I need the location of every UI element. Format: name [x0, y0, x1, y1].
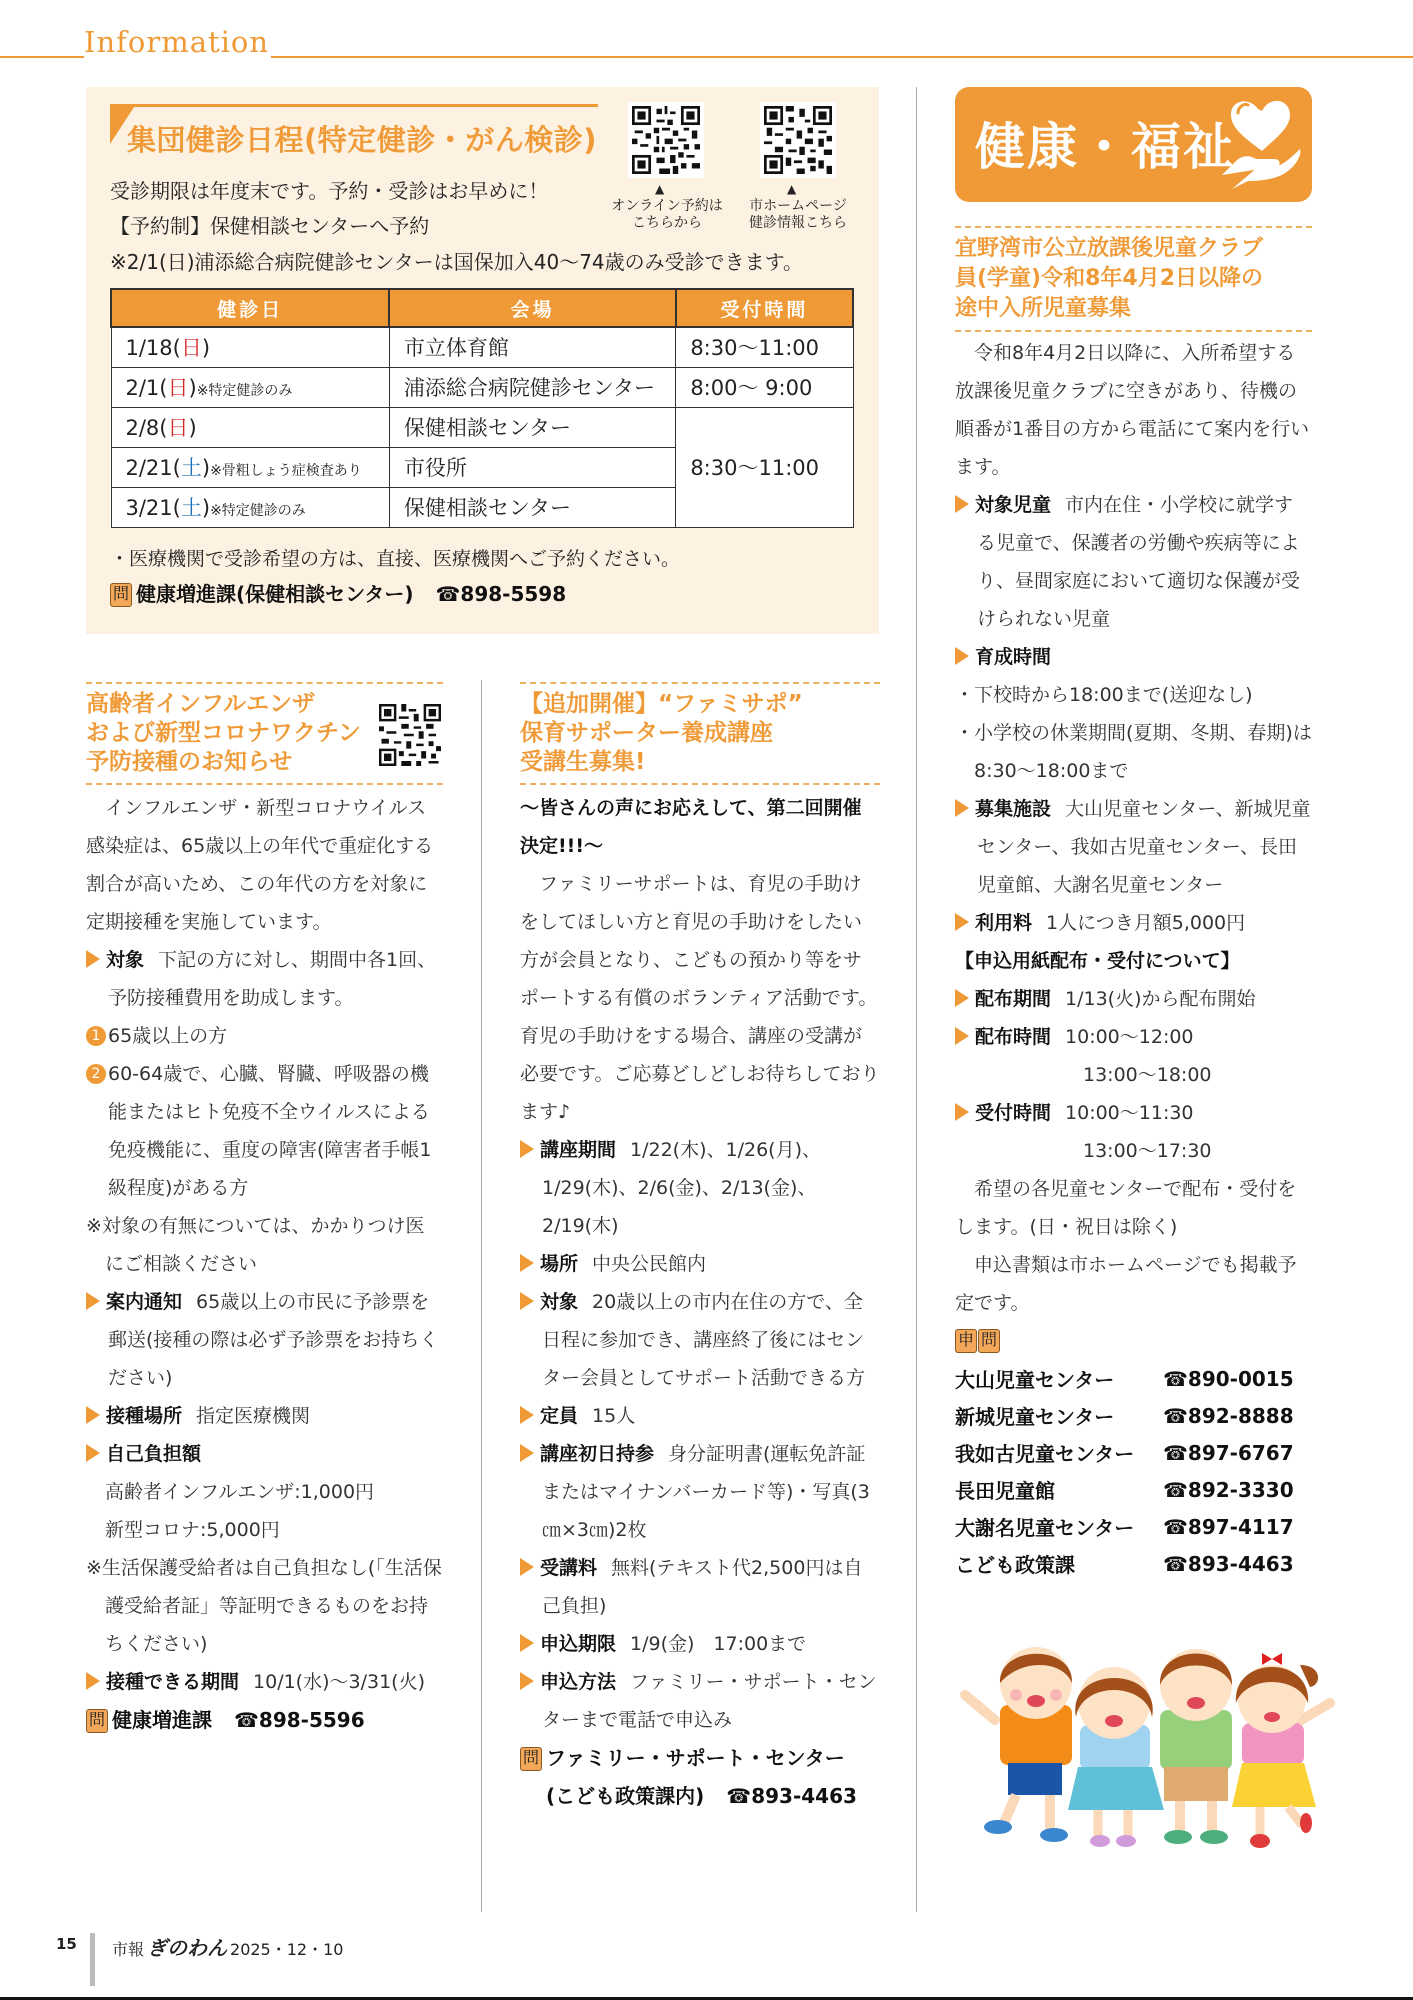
- triangle-right-icon: [86, 1406, 100, 1424]
- famisapo-bring: 講座初日持参 身分証明書(運転免許証またはマイナンバーカード等)・写真(3㎝×3㎝)2枚: [520, 1435, 880, 1549]
- phone-number[interactable]: ☎892-8888: [1163, 1403, 1294, 1428]
- flu-cost-2: 新型コロナ:5,000円: [105, 1519, 280, 1541]
- qr-code-flu-info[interactable]: [377, 702, 443, 776]
- gakudo-recv-time-2: 13:00〜17:30: [1083, 1140, 1212, 1162]
- phone-number[interactable]: ☎897-6767: [1163, 1440, 1294, 1465]
- child-3-icon: [1160, 1649, 1232, 1844]
- checkup-venue: 保健相談センター: [389, 407, 675, 447]
- triangle-right-icon: [520, 1672, 534, 1690]
- phone-row: [955, 1434, 1312, 1471]
- triangle-right-icon: [86, 1444, 100, 1462]
- footer-divider: [90, 1933, 95, 1986]
- column-header: 健診日: [111, 289, 389, 327]
- phone-row: [955, 1471, 1312, 1508]
- checkup-date: 3/21(土)※特定健診のみ: [111, 487, 389, 527]
- publication-logo: ぎのわん: [147, 1936, 228, 1960]
- gakudo-dist-time-2: 13:00〜18:00: [1083, 1064, 1212, 1086]
- category-title: 健康・福祉: [975, 118, 1235, 176]
- flu-note-1: ※対象の有無については、かかりつけ医にご相談ください: [86, 1215, 425, 1275]
- phone-number[interactable]: ☎893-4463: [726, 1784, 857, 1808]
- triangle-right-icon: [520, 1254, 534, 1272]
- footer-publication: 市報 ぎのわん 2025・12・10: [112, 1936, 344, 1960]
- number-2-icon: 2: [86, 1064, 106, 1084]
- famisapo-intro: ファミリーサポートは、育児の手助けをしてほしい方と育児の手助けをしたい方が会員となり、こどもの預かり等をサポートする有償のボランティア活動です。育児の手助けをする場合、講座の受講が必要です。ご応募どしどしお待ちしております♪: [520, 873, 880, 1123]
- triangle-right-icon: [86, 950, 100, 968]
- gakudo-dist-time: 配布時間 10:00〜12:00: [955, 1018, 1312, 1056]
- gakudo-form-heading: 【申込用紙配布・受付について】: [955, 950, 1240, 972]
- title-decoration: [110, 104, 598, 107]
- child-4-icon: [1232, 1653, 1330, 1848]
- gakudo-fee: 利用料 1人につき月額5,000円: [955, 904, 1312, 942]
- flu-intro: インフルエンザ・新型コロナウイルス感染症は、65歳以上の年代で重症化する割合が高いため、この年代の方を対象に定期接種を実施しています。: [86, 797, 434, 933]
- application-badge: 申: [955, 1329, 977, 1353]
- facility-name: 我如古児童センター: [955, 1442, 1135, 1466]
- checkup-schedule-table: [110, 288, 854, 528]
- facility-name: こども政策課: [955, 1553, 1075, 1577]
- checkup-date: 2/21(土)※骨粗しょう症検査あり: [111, 447, 389, 487]
- children-illustration: [950, 1625, 1335, 1854]
- gakudo-dist-period: 配布期間 1/13(火)から配布開始: [955, 980, 1312, 1018]
- famisapo-title: 【追加開催】“ファミサポ” 保育サポーター養成講座 受講生募集!: [520, 682, 880, 785]
- saturday-marker: 土: [180, 456, 202, 480]
- flu-contact: 問 健康増進課 ☎898-5596: [86, 1701, 443, 1739]
- checkup-venue: 市役所: [389, 447, 675, 487]
- phone-row: [955, 1508, 1312, 1545]
- section-header-title: Information: [84, 25, 270, 59]
- qr-code-online-booking[interactable]: [628, 102, 704, 178]
- qr-code-icon: [632, 106, 700, 174]
- triangle-up-icon: ▲: [787, 182, 797, 196]
- qr-code-icon: [379, 704, 441, 766]
- triangle-right-icon: [520, 1634, 534, 1652]
- famisapo-section: [520, 682, 880, 1815]
- phone-number[interactable]: ☎898-5596: [234, 1708, 365, 1732]
- triangle-right-icon: [520, 1558, 534, 1576]
- flu-period: 接種できる期間 10/1(水)〜3/31(火): [86, 1663, 443, 1701]
- triangle-right-icon: [955, 1027, 969, 1045]
- qr-code-city-homepage[interactable]: [760, 102, 836, 178]
- qr-caption: 市ホームページ 健診情報こちら: [749, 198, 847, 231]
- table-row: [111, 327, 853, 367]
- checkup-footnote: ・医療機関で受診希望の方は、直接、医療機関へご予約ください。: [110, 548, 681, 570]
- triangle-right-icon: [955, 989, 969, 1007]
- checkup-line: 【予約制】保健相談センターへ予約: [110, 214, 430, 238]
- triangle-right-icon: [520, 1140, 534, 1158]
- flu-notice: 案内通知 65歳以上の市民に予診票を郵送(接種の際は必ず予診票をお持ちください): [86, 1283, 443, 1397]
- phone-number[interactable]: ☎898-5598: [435, 582, 567, 606]
- gakudo-recv-time: 受付時間 10:00〜11:30: [955, 1094, 1312, 1132]
- triangle-up-icon: ▲: [655, 182, 665, 196]
- famisapo-contact: 問 ファミリー・サポート・センター: [520, 1739, 880, 1777]
- phone-number[interactable]: ☎892-3330: [1163, 1477, 1294, 1502]
- famisapo-method: 申込方法 ファミリー・サポート・センターまで電話で申込み: [520, 1663, 880, 1739]
- inquiry-badge: 問: [978, 1329, 1000, 1353]
- date-note: ※特定健診のみ: [196, 383, 293, 399]
- flu-note-2: ※生活保護受給者は自己負担なし(「生活保護受給者証」等証明できるものをお持ちください): [86, 1557, 442, 1655]
- triangle-right-icon: [955, 647, 969, 665]
- flu-target: 対象 下記の方に対し、期間中各1回、予防接種費用を助成します。: [86, 941, 443, 1017]
- checkup-venue: 市立体育館: [389, 327, 675, 367]
- checkup-time: 8:00〜 9:00: [676, 367, 853, 407]
- gakudo-note-1: 希望の各児童センターで配布・受付をします。(日・祝日は除く): [955, 1178, 1297, 1238]
- category-banner: [955, 87, 1312, 202]
- checkup-title: 集団健診日程(特定健診・がん検診): [127, 123, 598, 157]
- phone-number[interactable]: ☎893-4463: [1163, 1551, 1294, 1576]
- facility-name: 大謝名児童センター: [955, 1516, 1135, 1540]
- phone-row: [955, 1360, 1312, 1397]
- gakudo-target: 対象児童 市内在住・小学校に就学する児童で、保護者の労働や疾病等により、昼間家庭において適切な保護が受けられない児童: [955, 486, 1312, 638]
- inquiry-badge: 問: [110, 583, 132, 607]
- flu-cost-label: 自己負担額: [86, 1435, 443, 1473]
- flu-title: 高齢者インフルエンザ および新型コロナワクチン 予防接種のお知らせ: [86, 682, 443, 785]
- famisapo-body: [520, 789, 880, 1815]
- date-note: ※特定健診のみ: [210, 503, 306, 519]
- phone-row: [955, 1397, 1312, 1434]
- gakudo-title: 宜野湾市公立放課後児童クラブ 員(学童)令和8年4月2日以降の 途中入所児童募集: [955, 226, 1312, 332]
- table-row: [111, 407, 853, 447]
- famisapo-contact-sub: (こども政策課内) ☎893-4463: [546, 1784, 857, 1808]
- triangle-right-icon: [520, 1406, 534, 1424]
- checkup-contact: 問 健康増進課(保健相談センター) ☎898-5598: [110, 578, 566, 607]
- checkup-line: ※2/1(日)浦添総合病院健診センターは国保加入40〜74歳のみ受診できます。: [110, 250, 804, 274]
- gakudo-contact-badges: [955, 1322, 1312, 1360]
- triangle-right-icon: [520, 1444, 534, 1462]
- number-1-icon: 1: [86, 1026, 106, 1046]
- date-note: ※骨粗しょう症検査あり: [210, 463, 362, 479]
- gakudo-hours-1: ・下校時から18:00まで(送迎なし): [955, 684, 1253, 706]
- facility-name: 長田児童館: [955, 1479, 1055, 1503]
- gakudo-hours-2: ・小学校の休業期間(夏期、冬期、春期)は8:30〜18:00まで: [955, 722, 1312, 782]
- column-header: 会場: [389, 289, 675, 327]
- gakudo-facilities: 募集施設 大山児童センター、新城児童センター、我如古児童センター、長田児童館、大謝名児童センター: [955, 790, 1312, 904]
- gakudo-phone-list: [955, 1360, 1312, 1582]
- flu-body: [86, 789, 443, 1739]
- qr-code-icon: [764, 106, 832, 174]
- triangle-right-icon: [86, 1292, 100, 1310]
- triangle-right-icon: [955, 495, 969, 513]
- gakudo-hours-label: 育成時間: [955, 638, 1312, 676]
- sunday-marker: 日: [167, 416, 189, 440]
- flu-place: 接種場所 指定医療機関: [86, 1397, 443, 1435]
- qr-caption: オンライン予約は こちらから: [611, 198, 723, 231]
- phone-number[interactable]: ☎890-0015: [1163, 1366, 1294, 1391]
- issue-date: 2025・12・10: [230, 1940, 344, 1959]
- checkup-venue: 保健相談センター: [389, 487, 675, 527]
- sunday-marker: 日: [167, 376, 189, 400]
- phone-number[interactable]: ☎897-4117: [1163, 1514, 1294, 1539]
- gakudo-intro: 令和8年4月2日以降に、入所希望する放課後児童クラブに空きがあり、待機の順番が1番目の方から電話にて案内を行います。: [955, 342, 1310, 478]
- sunday-marker: 日: [180, 336, 202, 361]
- checkup-venue: 浦添総合病院健診センター: [389, 367, 675, 407]
- table-header-row: [111, 289, 853, 327]
- gakudo-body: [955, 334, 1312, 1360]
- gakudo-note-2: 申込書類は市ホームページでも掲載予定です。: [955, 1254, 1297, 1314]
- famisapo-target: 対象 20歳以上の市内在住の方で、全日程に参加でき、講座終了後にはセンター会員としてサポート活動できる方: [520, 1283, 880, 1397]
- phone-row: [955, 1545, 1312, 1582]
- checkup-date: 1/18(日): [111, 327, 389, 367]
- flu-item-1: 1 65歳以上の方: [86, 1017, 443, 1055]
- column-header: 受付時間: [676, 289, 853, 327]
- triangle-right-icon: [955, 913, 969, 931]
- checkup-time: 8:30〜11:00: [676, 407, 853, 527]
- column-divider: [481, 680, 482, 1912]
- checkup-line: 受診期限は年度末です。予約・受診はお早めに！: [110, 179, 549, 203]
- checkup-date: 2/1(日)※特定健診のみ: [111, 367, 389, 407]
- facility-name: 大山児童センター: [955, 1368, 1115, 1392]
- column-divider: [916, 87, 917, 1912]
- flu-item-2: 2 60-64歳で、心臓、腎臓、呼吸器の機能またはヒト免疫不全ウイルスによる免疫機能に、重度の障害(障害者手帳1級程度)がある方: [86, 1055, 443, 1207]
- gakudo-section: [955, 226, 1312, 1582]
- triangle-right-icon: [520, 1292, 534, 1310]
- famisapo-lead: 〜皆さんの声にお応えして、第二回開催決定!!!〜: [520, 797, 862, 857]
- famisapo-deadline: 申込期限 1/9(金) 17:00まで: [520, 1625, 880, 1663]
- famisapo-period: 講座期間 1/22(木)、1/26(月)、1/29(木)、2/6(金)、2/13(金)、2/19(木): [520, 1131, 880, 1245]
- checkup-date: 2/8(日): [111, 407, 389, 447]
- flu-cost-1: 高齢者インフルエンザ:1,000円: [105, 1481, 375, 1503]
- famisapo-place: 場所 中央公民館内: [520, 1245, 880, 1283]
- facility-name: 新城児童センター: [955, 1405, 1115, 1429]
- table-row: [111, 367, 853, 407]
- page-number: 15: [56, 1935, 77, 1953]
- child-1-icon: [965, 1647, 1072, 1842]
- flu-vaccine-section: [86, 682, 443, 1739]
- saturday-marker: 土: [180, 496, 202, 520]
- triangle-right-icon: [86, 1672, 100, 1690]
- famisapo-fee: 受講料 無料(テキスト代2,500円は自己負担): [520, 1549, 880, 1625]
- triangle-right-icon: [955, 1103, 969, 1121]
- triangle-right-icon: [955, 799, 969, 817]
- inquiry-badge: 問: [520, 1747, 542, 1771]
- inquiry-badge: 問: [86, 1709, 108, 1733]
- heart-hand-icon: [1218, 95, 1302, 195]
- checkup-time: 8:30〜11:00: [676, 327, 853, 367]
- famisapo-capacity: 定員 15人: [520, 1397, 880, 1435]
- child-2-icon: [1068, 1667, 1164, 1847]
